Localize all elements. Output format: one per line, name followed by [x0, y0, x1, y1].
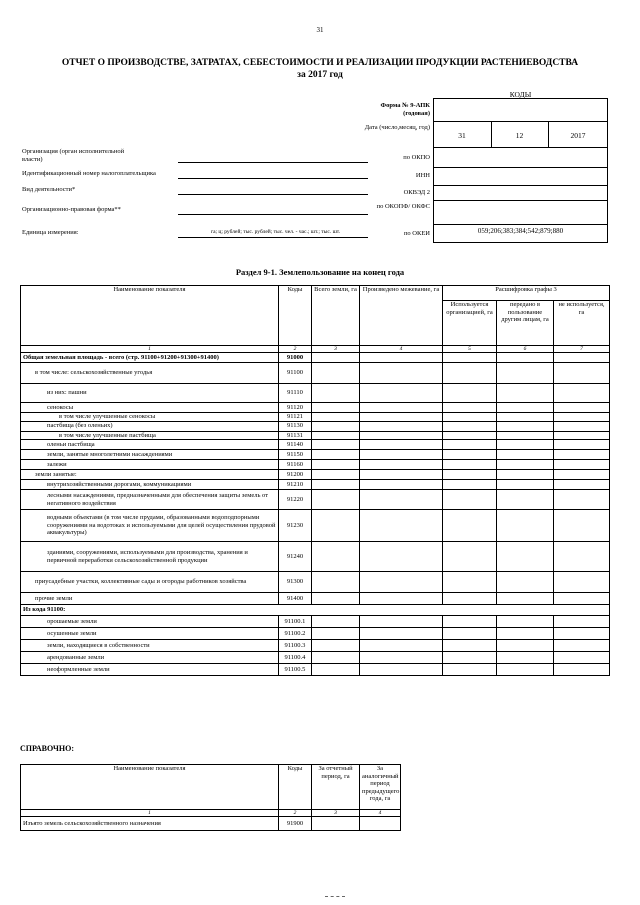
date-day: 31: [458, 131, 466, 140]
value-cell[interactable]: [554, 363, 610, 384]
value-cell[interactable]: [497, 470, 554, 480]
row-code: 91100.1: [279, 616, 312, 628]
row-name: прочие земли: [21, 593, 279, 605]
value-cell[interactable]: [443, 450, 497, 460]
value-cell[interactable]: [312, 480, 360, 490]
col-number: 1: [21, 810, 279, 817]
value-cell[interactable]: [554, 640, 610, 652]
value-cell[interactable]: [497, 363, 554, 384]
okei-value: 059;206;383;384;542;879;880: [477, 227, 564, 235]
col-number: 7: [554, 346, 610, 353]
value-cell[interactable]: [360, 593, 443, 605]
value-cell[interactable]: [554, 490, 610, 510]
row-code: 91210: [279, 480, 312, 490]
codes-header: КОДЫ: [509, 90, 532, 99]
value-cell[interactable]: [360, 652, 443, 664]
value-cell[interactable]: [312, 460, 360, 470]
row-name: лесными насаждениями, предназначенными для обеспечения защиты земель от негативного воздействия: [21, 490, 279, 510]
table-row: [21, 384, 610, 403]
value-cell[interactable]: [497, 572, 554, 593]
value-cell[interactable]: [554, 628, 610, 640]
row-code: 91160: [279, 460, 312, 470]
table-row: [21, 628, 610, 640]
ref-header-current: За отчетный период, га: [312, 765, 360, 810]
value-cell[interactable]: [443, 640, 497, 652]
report-title-line2: за 2017 год: [297, 70, 343, 80]
value-cell[interactable]: [443, 431, 497, 440]
row-code: 91300: [279, 572, 312, 593]
org-field[interactable]: [178, 162, 368, 163]
value-cell[interactable]: [312, 363, 360, 384]
header-used: Используется организацией, га: [443, 301, 497, 346]
table-row: [21, 450, 610, 460]
value-cell[interactable]: [497, 593, 554, 605]
row-name: земли, занятые многолетними насаждениями: [21, 450, 279, 460]
value-cell[interactable]: [497, 421, 554, 431]
value-cell[interactable]: [312, 470, 360, 480]
unit-label: Единица измерения:: [22, 229, 79, 236]
value-cell[interactable]: [443, 593, 497, 605]
value-cell[interactable]: [360, 664, 443, 676]
row-code: 91120: [279, 403, 312, 413]
form-label: Форма № 9-АПК (годовая): [380, 102, 430, 117]
value-cell[interactable]: [312, 652, 360, 664]
table-row: [21, 817, 401, 831]
row-name: залежи: [21, 460, 279, 470]
unit-value: га; ц; рублей; тыс. рублей; тыс. чел. - час.; шт.; тыс. шт.: [210, 229, 341, 235]
value-cell[interactable]: [360, 817, 401, 831]
value-cell[interactable]: [554, 542, 610, 572]
value-cell[interactable]: [443, 490, 497, 510]
col-number: 4: [360, 346, 443, 353]
row-name: приусадебные участки, коллективные сады и огороды работников хозяйства: [21, 572, 279, 593]
value-cell[interactable]: [554, 664, 610, 676]
value-cell[interactable]: [497, 490, 554, 510]
value-cell[interactable]: [360, 353, 443, 363]
value-cell[interactable]: [360, 431, 443, 440]
ref-header-code: Коды: [279, 765, 312, 810]
value-cell[interactable]: [554, 652, 610, 664]
header-total: Всего земли, га: [312, 286, 360, 346]
inn-label: ИНН: [415, 172, 430, 179]
row-name: земли занятые:: [21, 470, 279, 480]
value-cell[interactable]: [443, 421, 497, 431]
row-code: 91100.2: [279, 628, 312, 640]
value-cell[interactable]: [312, 403, 360, 413]
value-cell[interactable]: [497, 460, 554, 470]
value-cell[interactable]: [554, 403, 610, 413]
row-code: 91121: [279, 413, 312, 422]
section-title: Раздел 9-1. Землепользование на конец года: [235, 267, 405, 277]
table-row: [21, 616, 610, 628]
table-row: [21, 480, 610, 490]
col-number: 2: [279, 810, 312, 817]
date-month: 12: [515, 131, 524, 140]
table-row: [21, 403, 610, 413]
value-cell[interactable]: [443, 363, 497, 384]
row-code: 91110: [279, 384, 312, 403]
value-cell[interactable]: [360, 480, 443, 490]
land-use-table: [20, 285, 610, 676]
value-cell[interactable]: [443, 460, 497, 470]
inn-field-label: Идентификационный номер налогоплательщика: [22, 170, 156, 177]
header-breakdown: Расшифровка графы 3: [443, 286, 610, 301]
value-cell[interactable]: [497, 440, 554, 450]
col-number: 1: [21, 346, 279, 353]
value-cell[interactable]: [360, 542, 443, 572]
table-row: [21, 542, 610, 572]
value-cell[interactable]: [360, 490, 443, 510]
org-label: Организация (орган исполнительной власти): [22, 148, 125, 163]
value-cell[interactable]: [443, 413, 497, 422]
value-cell[interactable]: [497, 480, 554, 490]
row-name: Из кода 91100:: [21, 605, 610, 616]
value-cell[interactable]: [312, 628, 360, 640]
value-cell[interactable]: [360, 413, 443, 422]
row-name: в том числе улучшенные сенокосы: [21, 413, 279, 422]
value-cell[interactable]: [497, 640, 554, 652]
page-number: 31: [316, 26, 324, 34]
row-name: зданиями, сооружениями, используемыми для производства, хранения и первичной переработки сельскохозяйственной продукции: [21, 542, 279, 572]
row-code: 91100.3: [279, 640, 312, 652]
value-cell[interactable]: [312, 817, 360, 831]
row-name: земли, находящиеся в собственности: [21, 640, 279, 652]
value-cell[interactable]: [497, 450, 554, 460]
inn-field[interactable]: [178, 178, 368, 179]
activity-label: Вид деятельности*: [22, 186, 76, 193]
value-cell[interactable]: [443, 510, 497, 542]
row-name: неоформленные земли: [21, 664, 279, 676]
reference-title: СПРАВОЧНО:: [20, 744, 74, 753]
value-cell[interactable]: [360, 440, 443, 450]
value-cell[interactable]: [497, 403, 554, 413]
value-cell[interactable]: [497, 353, 554, 363]
okpo-label: по ОКПО: [403, 154, 430, 161]
value-cell[interactable]: [360, 450, 443, 460]
table-row: [21, 470, 610, 480]
value-cell[interactable]: [312, 450, 360, 460]
row-code: 91230: [279, 510, 312, 542]
value-cell[interactable]: [312, 542, 360, 572]
table-row: [21, 605, 610, 616]
table-row: [21, 413, 610, 422]
value-cell[interactable]: [443, 403, 497, 413]
row-code: 91220: [279, 490, 312, 510]
value-cell[interactable]: [360, 403, 443, 413]
table-row: [21, 440, 610, 450]
value-cell[interactable]: [443, 664, 497, 676]
value-cell[interactable]: [443, 470, 497, 480]
row-name: арендованные земли: [21, 652, 279, 664]
value-cell[interactable]: [312, 431, 360, 440]
okopf-label: по ОКОПФ/ ОКФС: [376, 203, 430, 210]
activity-field[interactable]: [178, 194, 368, 195]
row-name: сенокосы: [21, 403, 279, 413]
value-cell[interactable]: [554, 593, 610, 605]
value-cell[interactable]: [554, 470, 610, 480]
col-number: 2: [279, 346, 312, 353]
value-cell[interactable]: [360, 616, 443, 628]
value-cell[interactable]: [443, 353, 497, 363]
value-cell[interactable]: [554, 413, 610, 422]
date-label: Дата (число,месяц, год): [364, 124, 430, 131]
header-name: Наименование показателя: [21, 286, 279, 346]
codes-block: [433, 98, 608, 243]
value-cell[interactable]: [360, 640, 443, 652]
value-cell[interactable]: [312, 353, 360, 363]
value-cell[interactable]: [360, 510, 443, 542]
row-code: 91400: [279, 593, 312, 605]
value-cell[interactable]: [554, 572, 610, 593]
row-name: пастбища (без оленьих): [21, 421, 279, 431]
value-cell[interactable]: [312, 640, 360, 652]
value-cell[interactable]: [360, 460, 443, 470]
value-cell[interactable]: [312, 664, 360, 676]
value-cell[interactable]: [360, 572, 443, 593]
col-number: 3: [312, 346, 360, 353]
okei-label: по ОКЕИ: [403, 230, 430, 237]
value-cell[interactable]: [443, 572, 497, 593]
value-cell[interactable]: [360, 421, 443, 431]
row-name: осушенные земли: [21, 628, 279, 640]
value-cell[interactable]: [312, 572, 360, 593]
value-cell[interactable]: [497, 542, 554, 572]
value-cell[interactable]: [312, 440, 360, 450]
value-cell[interactable]: [443, 542, 497, 572]
value-cell[interactable]: [360, 384, 443, 403]
table-row: [21, 572, 610, 593]
col-number: 3: [312, 810, 360, 817]
value-cell[interactable]: [312, 593, 360, 605]
value-cell[interactable]: [443, 440, 497, 450]
value-cell[interactable]: [497, 510, 554, 542]
table-row: [21, 510, 610, 542]
value-cell[interactable]: [554, 450, 610, 460]
value-cell[interactable]: [497, 652, 554, 664]
value-cell[interactable]: [554, 616, 610, 628]
legal-form-field[interactable]: [178, 214, 368, 215]
value-cell[interactable]: [554, 480, 610, 490]
table-row: [21, 460, 610, 470]
header-code: Коды: [279, 286, 312, 346]
table-row: [21, 421, 610, 431]
value-cell[interactable]: [312, 421, 360, 431]
okved-label: ОКВЭД 2: [403, 189, 430, 196]
value-cell[interactable]: [497, 616, 554, 628]
header-survey: Произведено межевание, га: [360, 286, 443, 346]
col-number: 6: [497, 346, 554, 353]
row-code: 91200: [279, 470, 312, 480]
value-cell[interactable]: [312, 413, 360, 422]
row-code: 91140: [279, 440, 312, 450]
table-row: [21, 353, 610, 363]
row-code: 91240: [279, 542, 312, 572]
value-cell[interactable]: [497, 664, 554, 676]
value-cell[interactable]: [312, 616, 360, 628]
value-cell[interactable]: [312, 510, 360, 542]
value-cell[interactable]: [443, 616, 497, 628]
col-number: 5: [443, 346, 497, 353]
value-cell[interactable]: [443, 384, 497, 403]
row-code: 91131: [279, 431, 312, 440]
value-cell[interactable]: [554, 431, 610, 440]
date-year: 2017: [570, 131, 586, 140]
value-cell[interactable]: [443, 480, 497, 490]
value-cell[interactable]: [554, 460, 610, 470]
header-transferred: передано в пользование другим лицам, га: [497, 301, 554, 346]
row-code: 91150: [279, 450, 312, 460]
row-name: внутрихозяйственными дорогами, коммуникациями: [21, 480, 279, 490]
row-name: из них: пашни: [21, 384, 279, 403]
value-cell[interactable]: [554, 384, 610, 403]
value-cell[interactable]: [554, 440, 610, 450]
row-name: орошаемые земли: [21, 616, 279, 628]
row-code: 91900: [279, 817, 312, 831]
row-name: водными объектами (в том числе прудами, образованными водоподпорными сооружениями на водотоках и используемыми для целей осуществления прудовой аквакультуры): [21, 510, 279, 542]
table-row: [21, 490, 610, 510]
row-name: Общая земельная площадь - всего (стр. 91100+91200+91300+91400): [21, 353, 279, 363]
row-code: 91100.4: [279, 652, 312, 664]
value-cell[interactable]: [497, 413, 554, 422]
value-cell[interactable]: [360, 628, 443, 640]
row-name: в том числе: сельскохозяйственные угодья: [21, 363, 279, 384]
value-cell[interactable]: [443, 652, 497, 664]
value-cell[interactable]: [554, 353, 610, 363]
legal-form-label: Организационно-правовая форма**: [22, 206, 121, 213]
col-number: 4: [360, 810, 401, 817]
report-title-line1: ОТЧЕТ О ПРОИЗВОДСТВЕ, ЗАТРАТАХ, СЕБЕСТОИМОСТИ И РЕАЛИЗАЦИИ ПРОДУКЦИИ РАСТЕНИЕВОДСТВА: [61, 58, 579, 68]
reference-table: [20, 764, 401, 831]
table-row: [21, 431, 610, 440]
header-unused: не используется, га: [554, 301, 610, 346]
table-row: [21, 664, 610, 676]
value-cell[interactable]: [554, 510, 610, 542]
value-cell[interactable]: [443, 628, 497, 640]
value-cell[interactable]: [497, 384, 554, 403]
value-cell[interactable]: [554, 421, 610, 431]
value-cell[interactable]: [360, 470, 443, 480]
table-row: [21, 640, 610, 652]
row-code: 91100: [279, 363, 312, 384]
table-row: [21, 652, 610, 664]
row-code: 91000: [279, 353, 312, 363]
row-code: 91130: [279, 421, 312, 431]
value-cell[interactable]: [497, 628, 554, 640]
row-name: оленьи пастбища: [21, 440, 279, 450]
ref-header-name: Наименование показателя: [21, 765, 279, 810]
value-cell[interactable]: [360, 363, 443, 384]
ref-header-previous: За аналогичный период предыдущего года, га: [360, 765, 401, 810]
value-cell[interactable]: [312, 490, 360, 510]
row-code: 91100.5: [279, 664, 312, 676]
table-row: [21, 593, 610, 605]
table-row: [21, 363, 610, 384]
report-title: [20, 57, 620, 81]
row-name: Изъято земель сельскохозяйственного назначения: [21, 817, 279, 831]
value-cell[interactable]: [497, 431, 554, 440]
row-name: в том числе улучшенные пастбища: [21, 431, 279, 440]
value-cell[interactable]: [312, 384, 360, 403]
